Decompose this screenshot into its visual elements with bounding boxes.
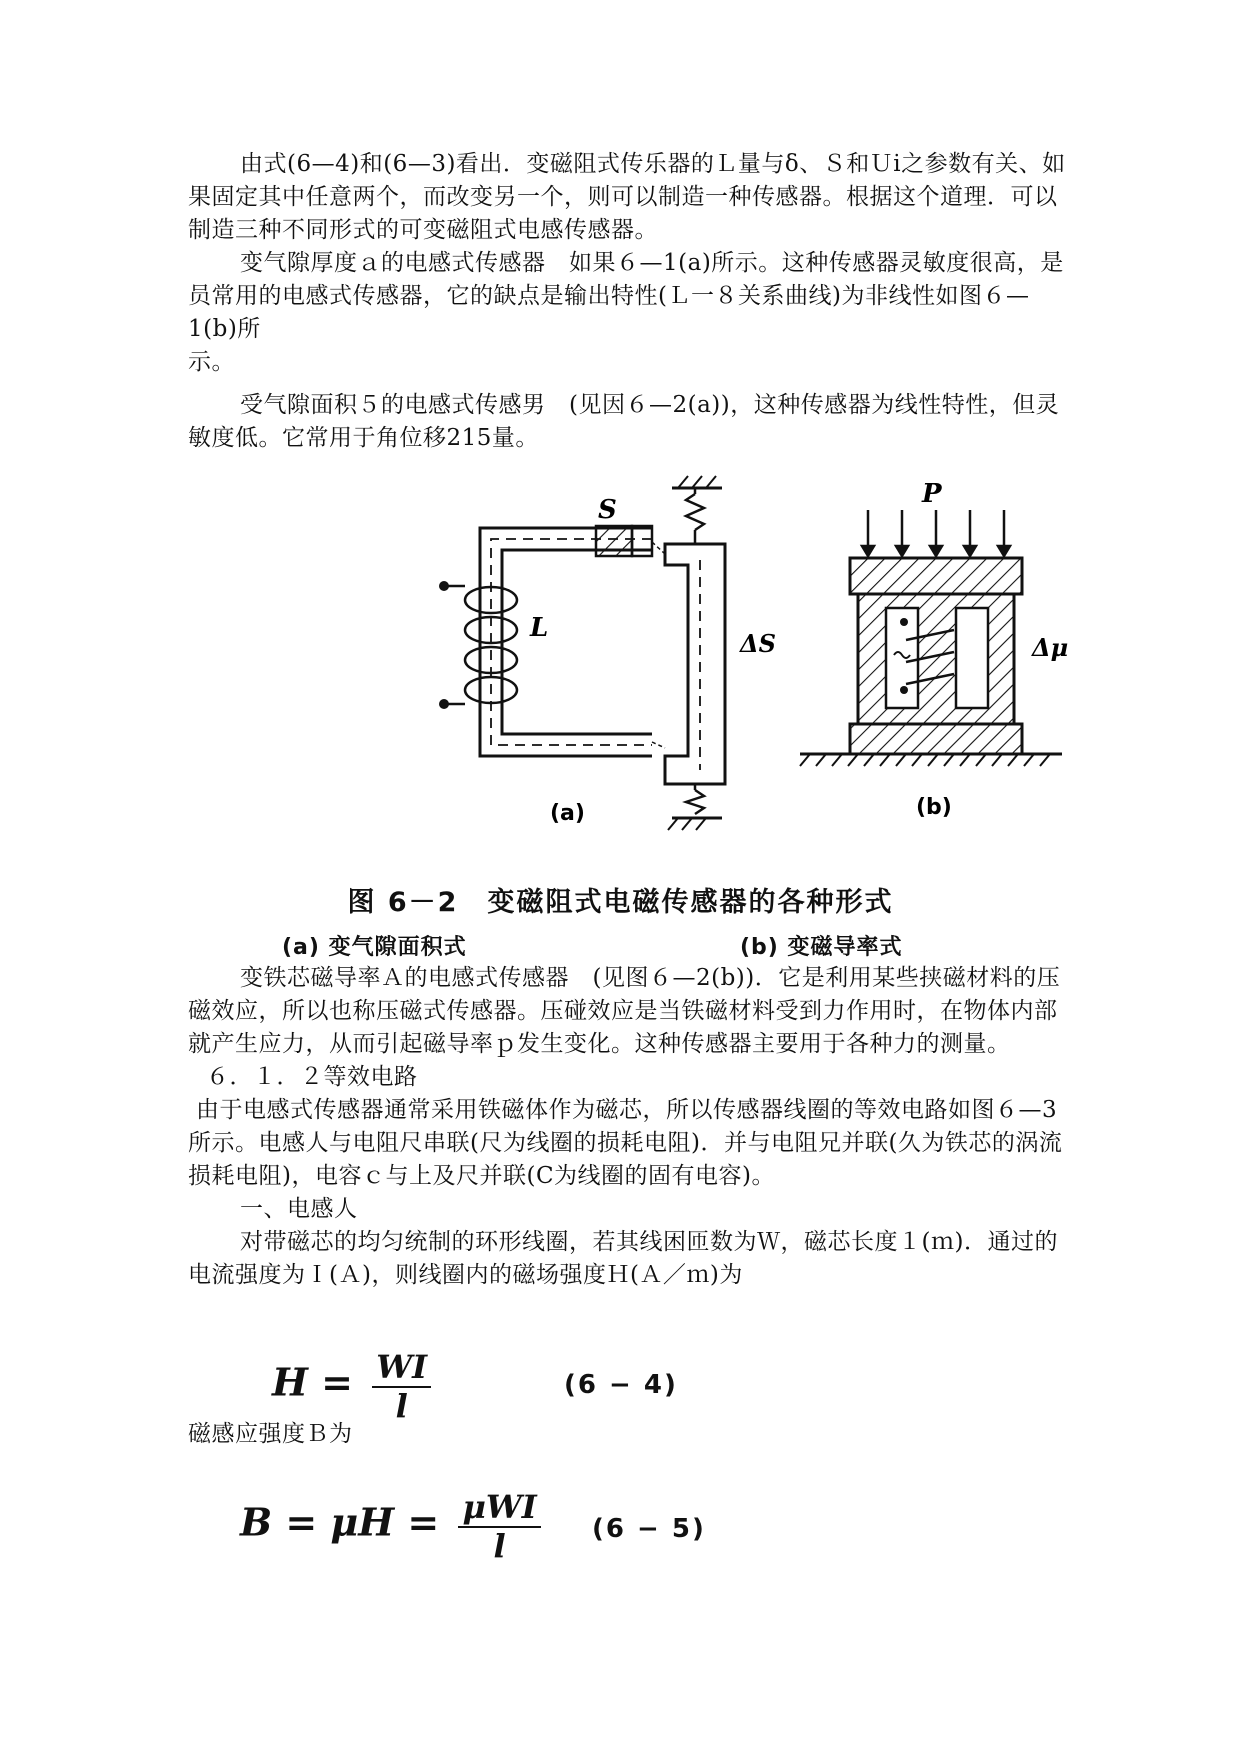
bottom-plate — [850, 724, 1022, 754]
paragraph-3: 受气隙面积５的电感式传感男 (见因６—2(a))，这种传感器为线性特性，但灵敏度低。它常用于角位移215量。 — [188, 392, 1060, 451]
section-heading: ６．１．２等效电路 — [206, 1064, 418, 1090]
equation-6-5-denominator: l — [493, 1527, 506, 1565]
label-delta-s: ΔS — [740, 629, 776, 658]
label-b: (b) — [916, 795, 952, 820]
equation-6-4-numerator: WI — [372, 1348, 431, 1388]
between-text-block — [188, 1418, 1068, 1451]
equation-6-5-lhs: B = μH = — [240, 1499, 440, 1545]
equation-6-5 — [240, 1488, 541, 1564]
bottom-spring — [686, 790, 704, 814]
between-text: 磁感应强度Ｂ为 — [188, 1421, 353, 1447]
figure-caption: 图 6－2 变磁阻式电磁传感器的各种形式 — [347, 887, 894, 918]
coil-winding — [448, 586, 517, 704]
paragraph-2-tail: 示。 — [188, 349, 235, 375]
top-plate — [850, 558, 1022, 594]
label-a: (a) — [550, 801, 585, 826]
figure-b-diagram — [800, 479, 1068, 820]
label-s: S — [598, 495, 617, 525]
equation-6-4-label: (6 − 4) — [564, 1370, 678, 1400]
top-spring — [686, 494, 704, 530]
terminal-bottom — [439, 699, 449, 709]
paragraph-4: 变铁芯磁导率Ａ的电感式传感器 (见图６—2(b))．它是利用某些挟磁材料的压磁效应，所以也称压磁式传感器。压碰效应是当铁磁材料受到力作用时，在物体内部就产生应力，从而引起磁导率ｐ发生变化。这种传感器主要用于各种力的测量。 — [188, 965, 1061, 1057]
terminal-top — [439, 581, 449, 591]
magnetic-body — [858, 594, 1014, 724]
paragraph-2: 变气隙厚度ａ的电感式传感器 如果６—1(a)所示。这种传感器灵敏度很高，是员常用的电感式传感器，它的缺点是输出特性(Ｌ一８关系曲线)为非线性如图６—1(b)所 — [188, 250, 1064, 342]
equation-6-5-label: (6 − 5) — [592, 1514, 706, 1544]
equation-6-4 — [272, 1348, 431, 1424]
equation-6-5-numerator: μWI — [458, 1488, 540, 1528]
label-p: P — [922, 479, 942, 509]
paragraph-1: 由式(6—4)和(6—3)看出．变磁阻式传乐器的Ｌ量与δ、Ｓ和Ｕi之参数有关、如果固定其中任意两个，而改变另一个，则可以制造一种传感器。根据这个道理．可以制造三种不同形式的可变磁阻式电感传感器。 — [188, 151, 1066, 243]
subheading: 一、电感人 — [240, 1196, 358, 1222]
paragraph-6: 对带磁芯的均匀统制的环形线圈，若其线困匝数为Ｗ，磁芯长度１(ｍ)．通过的电流强度为Ｉ(Ａ)，则线圈内的磁场强度Ｈ(Ａ／ｍ)为 — [188, 1229, 1058, 1288]
armature — [665, 544, 725, 784]
equation-6-4-denominator: l — [395, 1387, 408, 1425]
label-delta-mu: Δμ — [1032, 633, 1069, 662]
gap-area-block — [596, 526, 632, 556]
label-l: L — [530, 613, 549, 643]
figure-subcaption-a: (a) 变气隙面积式 — [282, 935, 467, 960]
figure-subcaption-b: (b) 变磁导率式 — [740, 935, 903, 960]
paragraph-5: 由于电感式传感器通常采用铁磁体作为磁芯，所以传感器线圈的等效电路如图６—3所示。电感人与电阻尺串联(尺为线圈的损耗电阻)．并与电阻兄并联(久为铁芯的涡流损耗电阻)，电容ｃ与上及尺并联(C为线圈的固有电容)。 — [188, 1097, 1063, 1189]
body-text — [188, 962, 1068, 1292]
equation-6-4-lhs: H = — [272, 1359, 353, 1405]
figure-a-diagram — [439, 476, 776, 830]
